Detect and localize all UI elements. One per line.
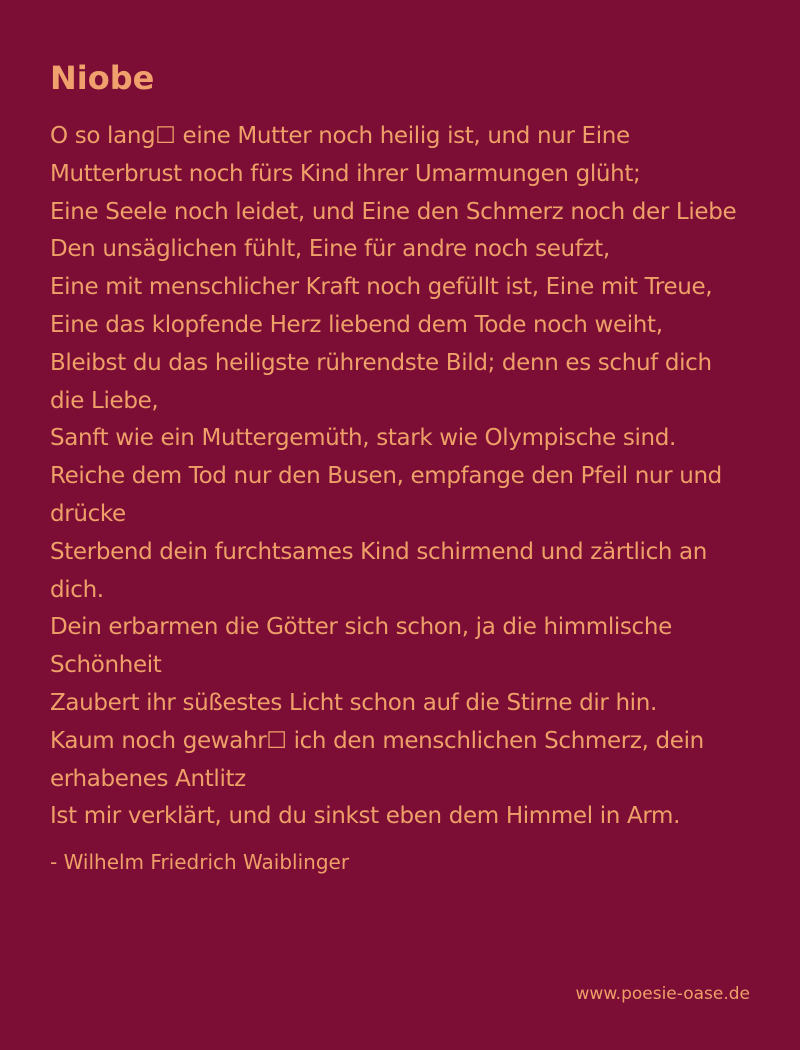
- poem-line: Sterbend dein furchtsames Kind schirmend und zärtlich an dich.: [50, 538, 708, 603]
- poem-line: Dein erbarmen die Götter sich schon, ja die himmlische Schönheit: [50, 614, 672, 679]
- poem-author: - Wilhelm Friedrich Waiblinger: [50, 850, 350, 875]
- website-link[interactable]: www.poesie-oase.de: [575, 984, 750, 1004]
- poem-line: Zaubert ihr süßestes Licht schon auf die Stirne dir hin.: [50, 689, 657, 716]
- poem-line: Kaum noch gewahr☐ ich den menschlichen Schmerz, dein erhabenes Antlitz: [50, 727, 704, 792]
- poem-line: Eine Seele noch leidet, und Eine den Schmerz noch der Liebe: [50, 198, 737, 225]
- poem-line: Sanft wie ein Muttergemüth, stark wie Olympische sind.: [50, 425, 676, 452]
- poem-line: Ist mir verklärt, und du sinkst eben dem Himmel in Arm.: [50, 803, 681, 830]
- poem-line: Reiche dem Tod nur den Busen, empfange den Pfeil nur und drücke: [50, 463, 722, 527]
- poem-line: Den unsäglichen fühlt, Eine für andre noch seufzt,: [50, 236, 610, 263]
- poem-line: Bleibst du das heiligste rührendste Bild; denn es schuf dich die Liebe,: [50, 349, 712, 414]
- poem-line: Eine mit menschlicher Kraft noch gefüllt ist, Eine mit Treue,: [50, 274, 713, 301]
- poem-line: Mutterbrust noch fürs Kind ihrer Umarmungen glüht;: [50, 160, 641, 187]
- poem-line: O so lang☐ eine Mutter noch heilig ist, und nur Eine: [50, 123, 630, 149]
- poem-title: Niobe: [50, 59, 155, 97]
- poem-body: [50, 118, 750, 836]
- poem-line: Eine das klopfende Herz liebend dem Tode noch weiht,: [50, 311, 663, 338]
